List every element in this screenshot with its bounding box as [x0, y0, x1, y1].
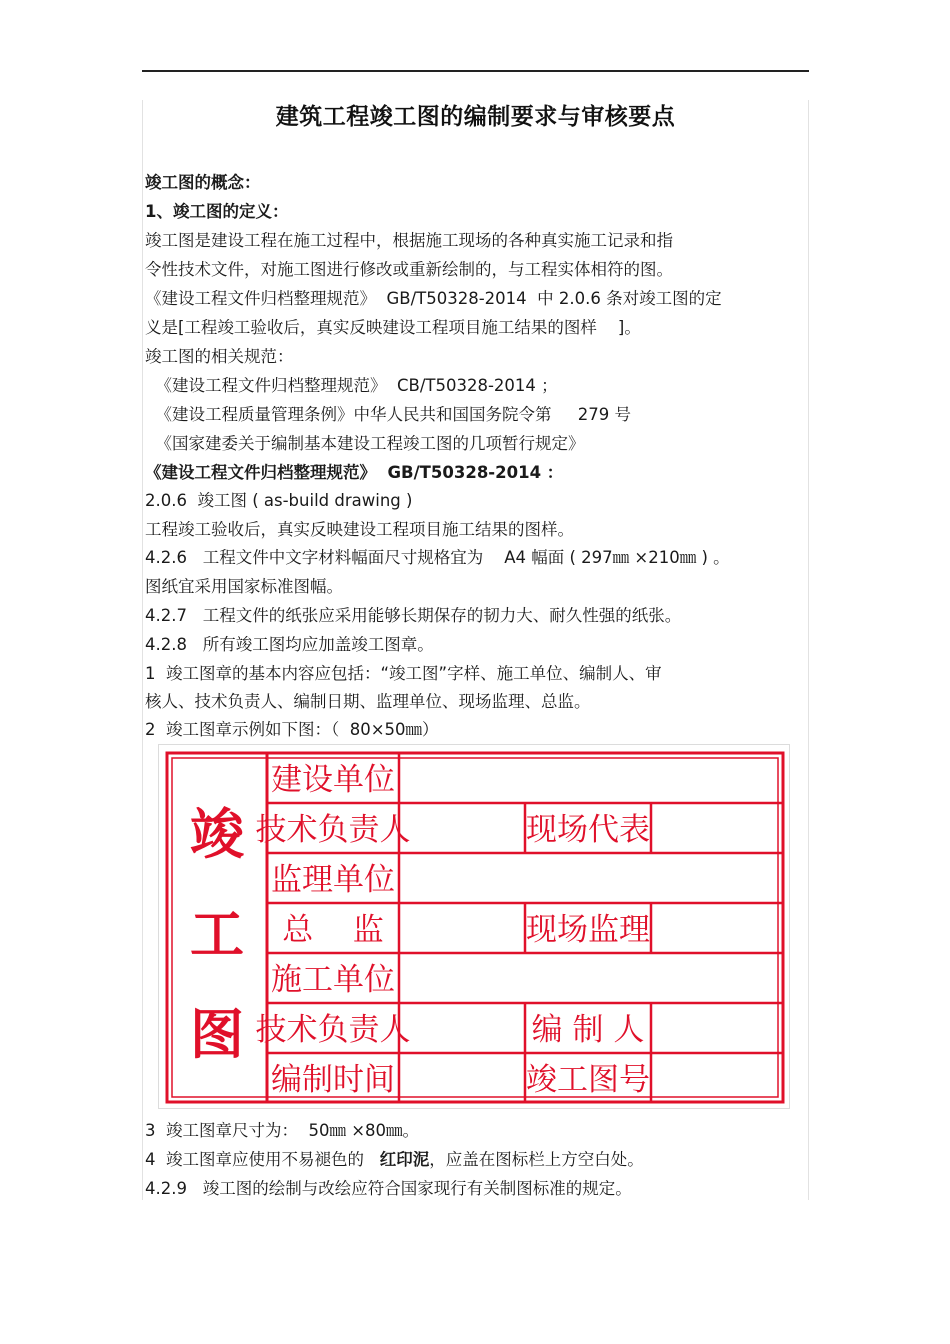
stamp-label-contractor: 施工单位: [271, 962, 395, 998]
stamp-label-compile-date: 编制时间: [271, 1062, 395, 1098]
definition-line-4: 义是[工程竣工验收后，真实反映建设工程项目施工结果的图样 ]。: [145, 318, 641, 337]
stamp-label-technical-lead: 技术负责人: [255, 812, 411, 848]
definition-line-1: 竣工图是建设工程在施工过程中，根据施工现场的各种真实施工记录和指: [145, 231, 673, 250]
definition-line-2: 令性技术文件，对施工图进行修改或重新绘制的，与工程实体相符的图。: [145, 260, 673, 279]
related-specs-heading: 竣工图的相关规范：: [145, 347, 294, 366]
spec-item-2: 《建设工程质量管理条例》中华人民共和国国务院令第 279 号: [145, 405, 631, 424]
stamp-example-caption: 2 竣工图章示例如下图：（ 80×50㎜）: [145, 720, 439, 739]
clause-4-2-8: 4.2.8 所有竣工图均应加盖竣工图章。: [145, 635, 434, 654]
completion-stamp: [159, 745, 789, 1108]
top-rule: [142, 70, 809, 72]
frame-border-left: [142, 100, 143, 1200]
spec-item-3: 《国家建委关于编制基本建设工程竣工图的几项暂行规定》: [145, 434, 585, 453]
section-heading: 竣工图的概念：: [145, 173, 261, 192]
definition-line-3: 《建设工程文件归档整理规范》 GB/T50328-2014 中 2.0.6 条对竣工图的定: [145, 289, 722, 308]
stamp-label-site-representative: 现场代表: [526, 812, 650, 848]
clause-4-2-9: 4.2.9 竣工图的绘制与改绘应符合国家现行有关制图标准的规定。: [145, 1179, 632, 1198]
clause-4-2-7: 4.2.7 工程文件的纸张应采用能够长期保存的韧力大、耐久性强的纸张。: [145, 606, 682, 625]
clause-2-0-6: 2.0.6 竣工图 ( as-build drawing ): [145, 491, 413, 510]
spec-heading: 《建设工程文件归档整理规范》 GB/T50328-2014 ：: [145, 463, 564, 482]
stamp-label-technical-lead-2: 技术负责人: [255, 1012, 411, 1048]
ink-line-prefix: 4 竣工图章应使用不易褪色的: [145, 1150, 380, 1169]
spec-item-1: 《建设工程文件归档整理规范》 CB/T50328-2014 ；: [145, 376, 558, 395]
stamp-content-line-1: 1 竣工图章的基本内容应包括：“竣工图”字样、施工单位、编制人、审: [145, 664, 662, 683]
stamp-label-site-supervisor: 现场监理: [526, 912, 650, 948]
stamp-label-drawing-number: 竣工图号: [526, 1062, 650, 1098]
clause-4-2-6-cont: 图纸宜采用国家标准图幅。: [145, 577, 343, 596]
stamp-label-chief-supervisor: 总 监: [282, 912, 384, 948]
subsection-heading: 1、竣工图的定义：: [145, 202, 289, 221]
frame-border-right: [808, 100, 809, 1200]
stamp-label-construction-unit: 建设单位: [271, 762, 395, 798]
page-title: 建筑工程竣工图的编制要求与审核要点: [275, 104, 676, 130]
stamp-content-line-2: 核人、技术负责人、编制日期、监理单位、现场监理、总监。: [145, 692, 591, 711]
clause-4-2-6: 4.2.6 工程文件中文字材料幅面尺寸规格宜为 A4 幅面 ( 297㎜ ×210㎜ ) 。: [145, 548, 730, 567]
completion-stamp-image: [158, 744, 790, 1109]
ink-line-suffix: ，应盖在图标栏上方空白处。: [429, 1150, 644, 1169]
stamp-label-compiler: 编 制 人: [531, 1012, 645, 1048]
stamp-size-line: 3 竣工图章尺寸为： 50㎜ ×80㎜。: [145, 1121, 420, 1140]
clause-2-0-6-text: 工程竣工验收后，真实反映建设工程项目施工结果的图样。: [145, 520, 574, 539]
stamp-label-supervision-unit: 监理单位: [271, 862, 395, 898]
stamp-side-char-1: 竣: [190, 802, 244, 866]
ink-line: [145, 1148, 644, 1172]
ink-line-emphasis: 红印泥: [379, 1150, 430, 1169]
stamp-side-char-2: 工: [190, 902, 244, 966]
stamp-side-char-3: 图: [190, 1002, 244, 1066]
